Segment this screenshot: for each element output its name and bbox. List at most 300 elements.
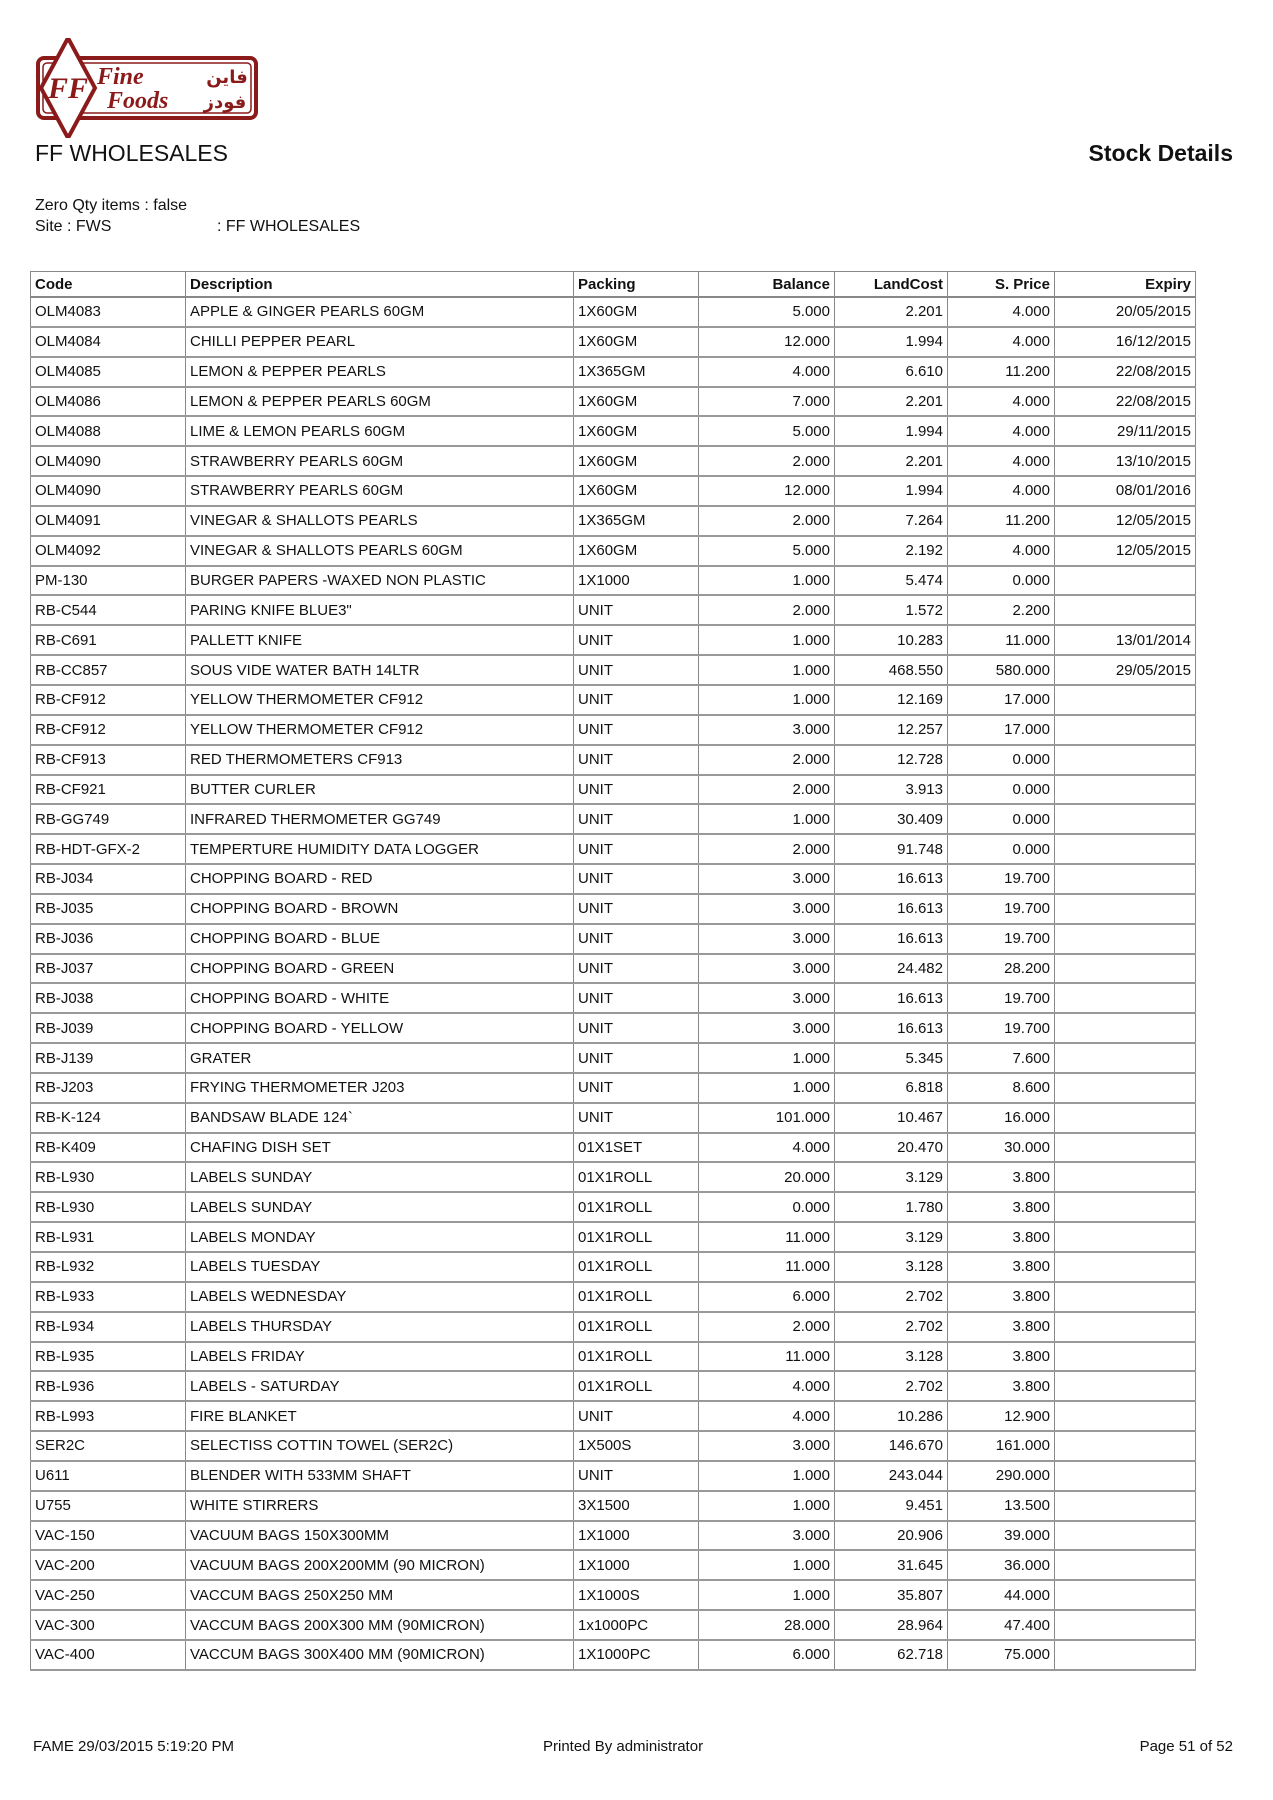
cell-expiry [1055,1073,1196,1103]
cell-packing: 1X1000 [574,1521,699,1551]
cell-expiry [1055,715,1196,745]
table-row [31,1550,1196,1580]
cell-landcost: 20.470 [835,1133,948,1163]
cell-code: RB-J203 [31,1073,186,1103]
cell-expiry [1055,685,1196,715]
cell-landcost: 1.780 [835,1192,948,1222]
table-row [31,506,1196,536]
cell-balance: 5.000 [699,416,835,446]
cell-description: CHILLI PEPPER PEARL [186,327,574,357]
table-row [31,1073,1196,1103]
cell-balance: 5.000 [699,297,835,327]
cell-packing: 1X60GM [574,327,699,357]
cell-expiry: 08/01/2016 [1055,476,1196,506]
stock-table [30,271,1196,1671]
cell-landcost: 1.994 [835,476,948,506]
cell-packing: 01X1ROLL [574,1312,699,1342]
cell-sprice: 28.200 [948,954,1055,984]
table-row [31,1640,1196,1670]
cell-description: WHITE STIRRERS [186,1491,574,1521]
cell-expiry [1055,595,1196,625]
cell-balance: 1.000 [699,625,835,655]
cell-sprice: 19.700 [948,983,1055,1013]
cell-landcost: 5.345 [835,1043,948,1073]
table-row [31,685,1196,715]
cell-balance: 4.000 [699,357,835,387]
cell-code: RB-K-124 [31,1103,186,1133]
cell-description: TEMPERTURE HUMIDITY DATA LOGGER [186,834,574,864]
cell-packing: 01X1ROLL [574,1282,699,1312]
cell-balance: 3.000 [699,1521,835,1551]
cell-balance: 6.000 [699,1640,835,1670]
cell-description: LABELS FRIDAY [186,1342,574,1372]
cell-description: LABELS - SATURDAY [186,1371,574,1401]
cell-balance: 2.000 [699,595,835,625]
cell-description: YELLOW THERMOMETER CF912 [186,715,574,745]
cell-description: CHOPPING BOARD - RED [186,864,574,894]
cell-landcost: 30.409 [835,804,948,834]
cell-landcost: 35.807 [835,1580,948,1610]
table-row [31,1342,1196,1372]
cell-code: RB-J038 [31,983,186,1013]
cell-code: RB-L931 [31,1222,186,1252]
table-row [31,715,1196,745]
cell-sprice: 17.000 [948,685,1055,715]
cell-sprice: 0.000 [948,834,1055,864]
cell-balance: 1.000 [699,1491,835,1521]
cell-expiry: 12/05/2015 [1055,506,1196,536]
cell-code: RB-HDT-GFX-2 [31,834,186,864]
cell-landcost: 10.286 [835,1401,948,1431]
cell-sprice: 0.000 [948,566,1055,596]
cell-balance: 1.000 [699,1461,835,1491]
cell-balance: 0.000 [699,1192,835,1222]
cell-balance: 4.000 [699,1371,835,1401]
table-row [31,625,1196,655]
cell-balance: 2.000 [699,745,835,775]
cell-code: RB-CF913 [31,745,186,775]
cell-code: RB-J037 [31,954,186,984]
svg-text:Fine: Fine [97,64,144,90]
cell-sprice: 19.700 [948,924,1055,954]
cell-expiry [1055,1491,1196,1521]
cell-description: VINEGAR & SHALLOTS PEARLS 60GM [186,536,574,566]
cell-sprice: 47.400 [948,1610,1055,1640]
cell-expiry [1055,1461,1196,1491]
table-row [31,1133,1196,1163]
cell-landcost: 3.128 [835,1342,948,1372]
cell-landcost: 28.964 [835,1610,948,1640]
cell-sprice: 16.000 [948,1103,1055,1133]
cell-sprice: 3.800 [948,1162,1055,1192]
cell-code: RB-K409 [31,1133,186,1163]
cell-sprice: 4.000 [948,327,1055,357]
cell-code: VAC-400 [31,1640,186,1670]
cell-description: SELECTISS COTTIN TOWEL (SER2C) [186,1431,574,1461]
cell-expiry [1055,834,1196,864]
cell-expiry [1055,745,1196,775]
cell-expiry [1055,954,1196,984]
cell-sprice: 3.800 [948,1371,1055,1401]
cell-packing: UNIT [574,983,699,1013]
cell-expiry [1055,1252,1196,1282]
cell-expiry: 16/12/2015 [1055,327,1196,357]
cell-sprice: 4.000 [948,297,1055,327]
cell-packing: 01X1ROLL [574,1252,699,1282]
cell-description: BURGER PAPERS -WAXED NON PLASTIC [186,566,574,596]
cell-packing: UNIT [574,595,699,625]
cell-packing: UNIT [574,1103,699,1133]
cell-description: PALLETT KNIFE [186,625,574,655]
cell-balance: 11.000 [699,1222,835,1252]
cell-description: RED THERMOMETERS CF913 [186,745,574,775]
cell-landcost: 146.670 [835,1431,948,1461]
cell-packing: 1X1000 [574,566,699,596]
footer-printed-by: Printed By administrator [543,1738,704,1755]
cell-packing: 01X1ROLL [574,1192,699,1222]
cell-landcost: 16.613 [835,1013,948,1043]
cell-code: RB-CF912 [31,685,186,715]
cell-sprice: 3.800 [948,1312,1055,1342]
cell-description: YELLOW THERMOMETER CF912 [186,685,574,715]
cell-landcost: 1.994 [835,327,948,357]
cell-code: RB-C544 [31,595,186,625]
table-row [31,1401,1196,1431]
cell-description: VACUUM BAGS 200X200MM (90 MICRON) [186,1550,574,1580]
table-row [31,1580,1196,1610]
cell-landcost: 2.702 [835,1312,948,1342]
cell-sprice: 4.000 [948,536,1055,566]
cell-packing: UNIT [574,1461,699,1491]
cell-description: STRAWBERRY PEARLS 60GM [186,476,574,506]
cell-expiry [1055,1162,1196,1192]
cell-description: LEMON & PEPPER PEARLS 60GM [186,387,574,417]
cell-balance: 28.000 [699,1610,835,1640]
cell-description: BANDSAW BLADE 124` [186,1103,574,1133]
cell-balance: 1.000 [699,655,835,685]
cell-code: RB-J139 [31,1043,186,1073]
cell-description: LABELS SUNDAY [186,1162,574,1192]
cell-description: INFRARED THERMOMETER GG749 [186,804,574,834]
cell-packing: 1x1000PC [574,1610,699,1640]
cell-landcost: 2.201 [835,446,948,476]
cell-packing: 1X60GM [574,416,699,446]
cell-packing: 1X60GM [574,476,699,506]
cell-code: RB-CF912 [31,715,186,745]
cell-packing: 3X1500 [574,1491,699,1521]
table-row [31,1521,1196,1551]
cell-sprice: 8.600 [948,1073,1055,1103]
footer-system-timestamp: FAME 29/03/2015 5:19:20 PM [33,1738,234,1755]
table-row [31,1013,1196,1043]
cell-sprice: 3.800 [948,1252,1055,1282]
cell-sprice: 19.700 [948,894,1055,924]
cell-balance: 3.000 [699,864,835,894]
cell-code: RB-L930 [31,1192,186,1222]
cell-packing: UNIT [574,745,699,775]
cell-packing: UNIT [574,864,699,894]
cell-packing: UNIT [574,924,699,954]
cell-description: CHOPPING BOARD - WHITE [186,983,574,1013]
cell-landcost: 16.613 [835,983,948,1013]
cell-balance: 3.000 [699,983,835,1013]
cell-sprice: 30.000 [948,1133,1055,1163]
cell-code: RB-J034 [31,864,186,894]
cell-description: VINEGAR & SHALLOTS PEARLS [186,506,574,536]
cell-sprice: 4.000 [948,446,1055,476]
cell-balance: 4.000 [699,1133,835,1163]
cell-code: OLM4086 [31,387,186,417]
cell-description: LABELS TUESDAY [186,1252,574,1282]
cell-description: LABELS SUNDAY [186,1192,574,1222]
cell-balance: 3.000 [699,1431,835,1461]
cell-packing: 1X1000PC [574,1640,699,1670]
cell-landcost: 6.818 [835,1073,948,1103]
cell-expiry [1055,1222,1196,1252]
cell-packing: UNIT [574,1401,699,1431]
cell-expiry: 20/05/2015 [1055,297,1196,327]
cell-description: VACUUM BAGS 150X300MM [186,1521,574,1551]
cell-packing: 1X500S [574,1431,699,1461]
cell-balance: 2.000 [699,834,835,864]
cell-code: OLM4092 [31,536,186,566]
cell-code: RB-L934 [31,1312,186,1342]
cell-expiry [1055,1192,1196,1222]
table-row [31,595,1196,625]
cell-landcost: 1.994 [835,416,948,446]
cell-landcost: 3.128 [835,1252,948,1282]
table-row [31,387,1196,417]
report-title: Stock Details [1088,140,1233,166]
cell-code: RB-CC857 [31,655,186,685]
cell-expiry [1055,1580,1196,1610]
cell-code: OLM4090 [31,446,186,476]
cell-expiry [1055,1521,1196,1551]
cell-expiry [1055,1013,1196,1043]
column-header-description: Description [186,272,574,298]
cell-packing: UNIT [574,775,699,805]
cell-sprice: 11.200 [948,357,1055,387]
cell-packing: UNIT [574,1013,699,1043]
cell-balance: 12.000 [699,476,835,506]
cell-balance: 3.000 [699,894,835,924]
cell-sprice: 39.000 [948,1521,1055,1551]
table-row [31,327,1196,357]
column-header-packing: Packing [574,272,699,298]
cell-code: VAC-300 [31,1610,186,1640]
cell-description: GRATER [186,1043,574,1073]
table-row [31,983,1196,1013]
cell-description: SOUS VIDE WATER BATH 14LTR [186,655,574,685]
cell-packing: 1X60GM [574,297,699,327]
cell-packing: 01X1ROLL [574,1222,699,1252]
cell-packing: 01X1ROLL [574,1162,699,1192]
cell-balance: 2.000 [699,775,835,805]
cell-balance: 4.000 [699,1401,835,1431]
cell-landcost: 91.748 [835,834,948,864]
column-header-expiry: Expiry [1055,272,1196,298]
table-row [31,446,1196,476]
cell-landcost: 16.613 [835,864,948,894]
cell-description: VACCUM BAGS 250X250 MM [186,1580,574,1610]
cell-expiry [1055,1043,1196,1073]
cell-balance: 3.000 [699,924,835,954]
cell-balance: 1.000 [699,566,835,596]
cell-landcost: 10.467 [835,1103,948,1133]
table-row [31,1162,1196,1192]
cell-expiry [1055,1312,1196,1342]
cell-landcost: 10.283 [835,625,948,655]
cell-landcost: 16.613 [835,924,948,954]
cell-code: SER2C [31,1431,186,1461]
cell-landcost: 7.264 [835,506,948,536]
cell-landcost: 12.728 [835,745,948,775]
cell-expiry [1055,1371,1196,1401]
cell-code: RB-J039 [31,1013,186,1043]
cell-sprice: 7.600 [948,1043,1055,1073]
table-row [31,297,1196,327]
cell-code: PM-130 [31,566,186,596]
cell-landcost: 2.201 [835,297,948,327]
cell-balance: 3.000 [699,715,835,745]
cell-packing: UNIT [574,625,699,655]
cell-landcost: 5.474 [835,566,948,596]
cell-packing: 01X1ROLL [574,1342,699,1372]
column-header-landcost: LandCost [835,272,948,298]
cell-expiry: 29/05/2015 [1055,655,1196,685]
cell-description: LABELS THURSDAY [186,1312,574,1342]
cell-balance: 5.000 [699,536,835,566]
table-row [31,655,1196,685]
cell-description: FIRE BLANKET [186,1401,574,1431]
cell-sprice: 17.000 [948,715,1055,745]
cell-code: RB-L935 [31,1342,186,1372]
svg-text:Foods: Foods [107,88,169,114]
cell-sprice: 161.000 [948,1431,1055,1461]
cell-sprice: 4.000 [948,387,1055,417]
cell-balance: 2.000 [699,1312,835,1342]
cell-landcost: 12.257 [835,715,948,745]
cell-balance: 1.000 [699,1043,835,1073]
cell-packing: 1X60GM [574,387,699,417]
cell-sprice: 44.000 [948,1580,1055,1610]
cell-landcost: 12.169 [835,685,948,715]
cell-balance: 6.000 [699,1282,835,1312]
cell-sprice: 3.800 [948,1192,1055,1222]
cell-sprice: 4.000 [948,476,1055,506]
cell-expiry: 22/08/2015 [1055,357,1196,387]
table-row [31,864,1196,894]
cell-code: RB-L932 [31,1252,186,1282]
cell-sprice: 11.000 [948,625,1055,655]
cell-code: U755 [31,1491,186,1521]
table-row [31,834,1196,864]
cell-description: LABELS MONDAY [186,1222,574,1252]
cell-code: OLM4083 [31,297,186,327]
cell-code: RB-GG749 [31,804,186,834]
table-row [31,1610,1196,1640]
cell-expiry [1055,804,1196,834]
footer-page-number: Page 51 of 52 [1139,1738,1233,1755]
cell-description: BLENDER WITH 533MM SHAFT [186,1461,574,1491]
cell-expiry [1055,894,1196,924]
table-row [31,1103,1196,1133]
cell-expiry [1055,1431,1196,1461]
cell-balance: 20.000 [699,1162,835,1192]
cell-expiry: 13/01/2014 [1055,625,1196,655]
table-row [31,1491,1196,1521]
cell-packing: UNIT [574,1073,699,1103]
cell-description: CHOPPING BOARD - BROWN [186,894,574,924]
cell-packing: 1X365GM [574,506,699,536]
cell-sprice: 13.500 [948,1491,1055,1521]
table-row [31,536,1196,566]
cell-packing: UNIT [574,954,699,984]
cell-landcost: 16.613 [835,894,948,924]
cell-code: OLM4084 [31,327,186,357]
cell-sprice: 4.000 [948,416,1055,446]
cell-expiry [1055,924,1196,954]
cell-sprice: 0.000 [948,745,1055,775]
table-row [31,1461,1196,1491]
cell-landcost: 2.702 [835,1371,948,1401]
cell-balance: 12.000 [699,327,835,357]
cell-code: RB-L993 [31,1401,186,1431]
site-code: Site : FWS [35,218,112,235]
cell-packing: 01X1SET [574,1133,699,1163]
cell-landcost: 1.572 [835,595,948,625]
cell-balance: 7.000 [699,387,835,417]
cell-expiry [1055,1610,1196,1640]
cell-landcost: 20.906 [835,1521,948,1551]
cell-description: LABELS WEDNESDAY [186,1282,574,1312]
cell-code: RB-L930 [31,1162,186,1192]
cell-packing: 1X1000 [574,1550,699,1580]
cell-expiry [1055,1640,1196,1670]
cell-sprice: 19.700 [948,864,1055,894]
cell-code: RB-J036 [31,924,186,954]
cell-sprice: 3.800 [948,1342,1055,1372]
cell-description: LIME & LEMON PEARLS 60GM [186,416,574,446]
table-row [31,1192,1196,1222]
table-row [31,1431,1196,1461]
table-row [31,924,1196,954]
cell-balance: 1.000 [699,1550,835,1580]
cell-packing: UNIT [574,1043,699,1073]
cell-landcost: 2.702 [835,1282,948,1312]
table-row [31,745,1196,775]
cell-sprice: 290.000 [948,1461,1055,1491]
cell-sprice: 12.900 [948,1401,1055,1431]
cell-sprice: 36.000 [948,1550,1055,1580]
cell-code: OLM4085 [31,357,186,387]
table-header-row [31,272,1196,298]
cell-description: CHOPPING BOARD - GREEN [186,954,574,984]
cell-code: U611 [31,1461,186,1491]
cell-code: VAC-200 [31,1550,186,1580]
site-filter [35,218,361,236]
table-row [31,357,1196,387]
cell-description: LEMON & PEPPER PEARLS [186,357,574,387]
cell-description: VACCUM BAGS 300X400 MM (90MICRON) [186,1640,574,1670]
cell-balance: 3.000 [699,1013,835,1043]
cell-code: VAC-250 [31,1580,186,1610]
table-row [31,1252,1196,1282]
cell-balance: 3.000 [699,954,835,984]
cell-packing: UNIT [574,715,699,745]
table-row [31,775,1196,805]
table-row [31,894,1196,924]
